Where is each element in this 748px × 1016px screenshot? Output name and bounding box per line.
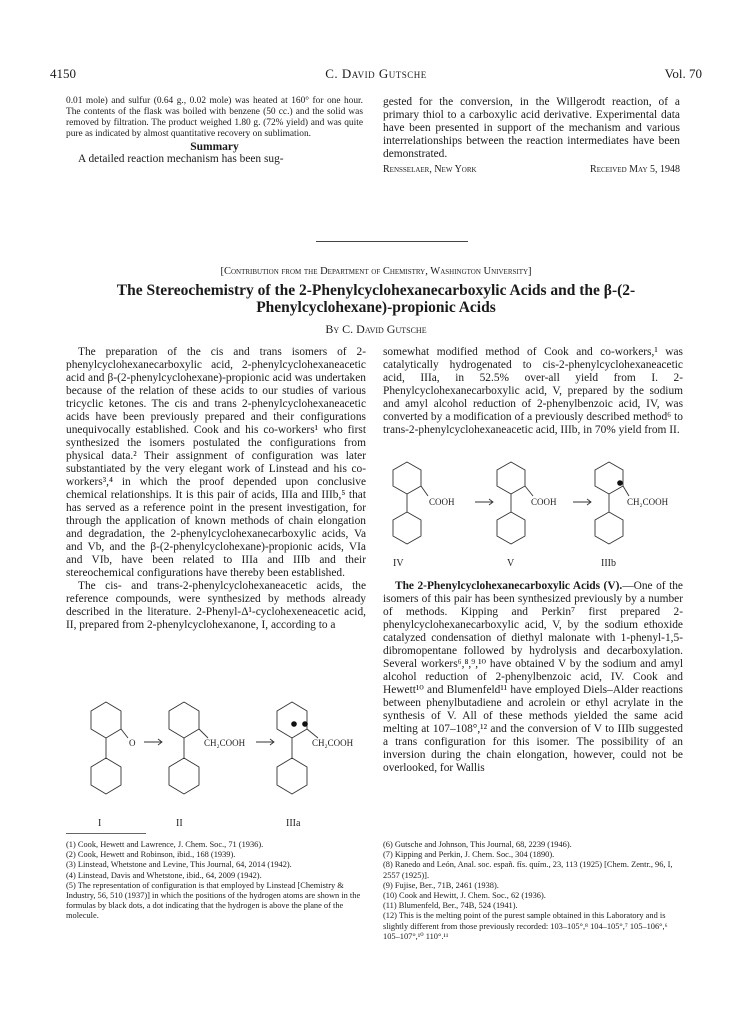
- footnote: (1) Cook, Hewett and Lawrence, J. Chem. Soc., 71 (1936).: [66, 840, 264, 849]
- summary-text: A detailed reaction mechanism has been sug-: [78, 153, 284, 165]
- right-column-top: [383, 346, 683, 437]
- footnote: (7) Kipping and Perkin, J. Chem. Soc., 304 (1890).: [383, 850, 555, 860]
- summary-heading: Summary: [190, 141, 239, 153]
- prev-article-right: [383, 96, 680, 175]
- paragraph-4: —One of the isomers of this pair has been synthesized previously by a number of methods. Kipping and Perkin⁷ first prepared 2-phenylcyclohexanecarboxylic acid, V, by the sodium ethoxide catalyzed condensation of diethyl malonate with 1-phenyl-1,5-dibromopentane followed by hydrolysis and decarboxylation. Several workers⁶,⁸,⁹,¹⁰ have obtained V by the sodium and amyl alcohol reduction of 2-phenylbenzoic acid, IV. Cook and Hewett¹⁰ and Blumenfeld¹¹ have employed Diels–Alder reactions between phenylbutadiene and acrolein or ethyl acrylate in the synthesis of V. All of these methods yielded the same acid melting at 107–108°,¹² and the conversion of V to IIIb suggested a trans configuration for this isomer. The possibility of an inversion during the chain elongation, however, could not be overlooked, for Wallis: [383, 580, 683, 774]
- footnote: (11) Blumenfeld, Ber., 74B, 524 (1941).: [383, 901, 518, 911]
- label-V: V: [507, 558, 515, 569]
- page-number: 4150: [50, 66, 76, 81]
- label-IIIa: IIIa: [286, 818, 301, 829]
- prev-experimental-text: 0.01 mole) and sulfur (0.64 g., 0.02 mole) was heated at 160° for one hour. The contents of the flask was boiled with benzene (50 cc.) and the solid was removed by filtration. The product weighed 1.80 g. (72% yield) and was quite pure as indicated by almost quantitative recovery on sublimation.: [66, 96, 363, 139]
- running-header: [50, 66, 702, 84]
- structure-IV: [393, 462, 455, 569]
- prev-article-left: [66, 96, 363, 166]
- section-heading: The 2-Phenylcyclohexanecarboxylic Acids (V).: [395, 580, 623, 592]
- footnote: (2) Cook, Hewett and Robinson, ibid., 168 (1939).: [66, 850, 236, 860]
- paragraph-2: The cis- and trans-2-phenylcyclohexaneacetic acids, the reference compounds, were synthesized by methods already described in the literature. 2-Phenyl-Δ¹-cyclohexeneacetic acid, II, prepared from 2-phenylcyclohexanone, I, according to a: [66, 580, 366, 631]
- label-IV: IV: [393, 558, 404, 569]
- byline: By C. David Gutsche: [325, 322, 427, 336]
- footnote: (12) This is the melting point of the purest sample obtained in this Laboratory and is slightly different from those previously recorded: 103–105°,⁸ 104–105°,⁷ 105–106°,⁶ 105–107°,¹⁰ 110°.¹¹: [383, 911, 668, 941]
- footnotes-left: [66, 840, 366, 922]
- group-V: COOH: [531, 497, 557, 507]
- paragraph-3: somewhat modified method of Cook and co-workers,¹ was catalytically hydrogenated to cis-2-phenylcyclohexaneacetic acid, IIIa, in 52.5% over-all yield from I. 2-Phenylcyclohexanecarboxylic acid, V, prepared by the sodium and amyl alcohol reduction of 2-phenylbenzoic acid, IV, was converted by a modification of a previously described method⁶ to trans-2-phenylcyclohexaneacetic acid, IIIb, in 70% yield from II.: [383, 346, 683, 436]
- right-column-bottom: [383, 580, 683, 775]
- contribution-line: [Contribution from the Department of Chemistry, Washington University]: [220, 266, 532, 277]
- structure-IIIb: [595, 462, 669, 569]
- structure-II: [169, 702, 246, 829]
- footnote: (8) Ranedo and León, Anal. soc. españ. fís. quím., 23, 113 (1925) [Chem. Zentr., 96, I, 2557 (1925)].: [383, 860, 673, 880]
- footnotes-right: [383, 840, 683, 942]
- scheme-2-structures: [383, 458, 683, 570]
- footnote: (5) The representation of configuration is that employed by Linstead [Chemistry & Industry, 56, 510 (1937)] in which the positions of the hydrogen atoms are shown in the formulas by black dots, a dot indicating that the hydrogen is above the plane of the molecule.: [66, 880, 361, 921]
- article-separator: [316, 241, 468, 242]
- article-title: The Stereochemistry of the 2-Phenylcyclohexanecarboxylic Acids and the β-(2-Phenylcyclohexane)-propionic Acids: [116, 282, 636, 316]
- label-IIIb: IIIb: [601, 558, 616, 569]
- label-I: I: [98, 818, 102, 829]
- group-II: CH₂COOH: [204, 738, 246, 748]
- summary-continuation: gested for the conversion, in the Willgerodt reaction, of a primary thiol to a carboxylic acid derivative. Experimental data have been presented in support of the mechanism and various interrelationships between the reaction intermediates have been demonstrated.: [383, 96, 680, 160]
- footnote: (6) Gutsche and Johnson, This Journal, 68, 2239 (1946).: [383, 840, 572, 849]
- footnote: (4) Linstead, Davis and Whetstone, ibid., 64, 2009 (1942).: [66, 870, 262, 880]
- group-IIIa: CH₂COOH: [312, 738, 354, 748]
- structure-IIIa: [277, 702, 354, 829]
- received-line: Received May 5, 1948: [590, 164, 680, 175]
- footnote: (3) Linstead, Whetstone and Levine, This Journal, 64, 2014 (1942).: [66, 860, 292, 870]
- running-author: C. David Gutsche: [325, 66, 427, 81]
- paragraph-1: The preparation of the cis and trans isomers of 2-phenylcyclohexanecarboxylic acid, 2-phenylcyclohexaneacetic acid and β-(2-phenylcyclohexane)-propionic acid was undertaken because of the relation of these acids to our studies of various tricyclic ketones. The cis and trans 2-phenylcyclohexaneacetic acids have been previously prepared and their configurations unequivocally established. Cook and his co-workers¹ who first synthesized the isomers postulated the configurations from physical data.² Their assignment of configuration was later substantiated by the very elegant work of Linstead and his co-workers³,⁴ in which the proof depended upon conclusive chemical relationships. It is this pair of acids, IIIa and IIIb,⁵ that has served as a reference point in the present investigation, for through the application of known methods of chain elongation and degradation, the 2-phenylcyclohexanecarboxylic acids, Va and Vb, and the β-(2-phenylcyclohexane)-propionic acids, VIa and VIb, have been related to IIIa and IIIb and their stereochemical configurations have thereby been established.: [66, 346, 366, 579]
- scheme-1-structures: [66, 676, 366, 832]
- left-column: [66, 346, 366, 632]
- footnote: (10) Cook and Hewitt, J. Chem. Soc., 62 (1936).: [383, 891, 546, 901]
- group-I: O: [129, 738, 136, 748]
- location-line: Rensselaer, New York: [383, 164, 477, 175]
- label-II: II: [176, 818, 183, 829]
- volume-label: Vol. 70: [664, 66, 702, 81]
- structure-I: [91, 702, 136, 829]
- footnote-rule: [66, 833, 146, 834]
- footnote: (9) Fujise, Ber., 71B, 2461 (1938).: [383, 880, 499, 890]
- group-IIIb: CH₂COOH: [627, 497, 669, 507]
- group-IV: COOH: [429, 497, 455, 507]
- article-dateline: [383, 164, 680, 175]
- structure-V: [497, 462, 557, 569]
